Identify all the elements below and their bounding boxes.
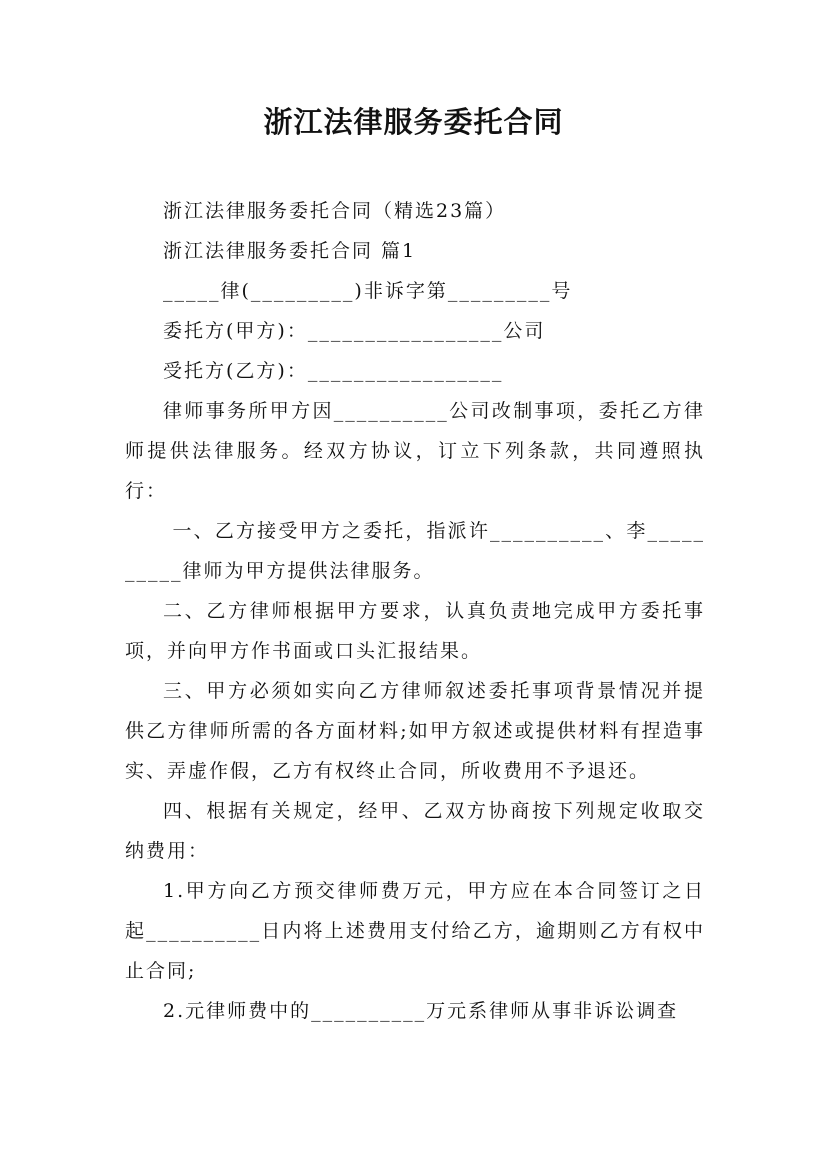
paragraph-party-b: 受托方(乙方)：_________________	[163, 360, 504, 382]
paragraph-clause-1: 一、乙方接受甲方之委托，指派许__________、李__________律师为甲方提供法律服务。	[125, 520, 705, 582]
document-title: 浙江法律服务委托合同	[263, 105, 564, 139]
paragraph-preamble: 律师事务所甲方因__________公司改制事项，委托乙方律师提供法律服务。经双方协议，订立下列条款，共同遵照执行：	[125, 400, 705, 502]
paragraph-fee-item-2: 2.元律师费中的__________万元系律师从事非诉讼调查	[163, 1000, 679, 1022]
paragraph-clause-4: 四、根据有关规定，经甲、乙双方协商按下列规定收取交纳费用：	[125, 800, 705, 862]
paragraph-subtitle: 浙江法律服务委托合同（精选23篇）	[163, 200, 507, 222]
document-body	[125, 191, 705, 1031]
paragraph-contract-number: _____律(_________)非诉字第_________号	[163, 280, 573, 302]
paragraph-party-a: 委托方(甲方)：_________________公司	[163, 320, 546, 342]
paragraph-article-heading: 浙江法律服务委托合同 篇1	[163, 240, 417, 262]
paragraph-clause-2: 二、乙方律师根据甲方要求，认真负责地完成甲方委托事项，并向甲方作书面或口头汇报结果。	[125, 600, 705, 662]
paragraph-clause-3: 三、甲方必须如实向乙方律师叙述委托事项背景情况并提供乙方律师所需的各方面材料;如甲方叙述或提供材料有捏造事实、弄虚作假，乙方有权终止合同，所收费用不予退还。	[125, 680, 705, 782]
paragraph-fee-item-1: 1.甲方向乙方预交律师费万元，甲方应在本合同签订之日起__________日内将上述费用支付给乙方，逾期则乙方有权中止合同;	[125, 880, 705, 982]
